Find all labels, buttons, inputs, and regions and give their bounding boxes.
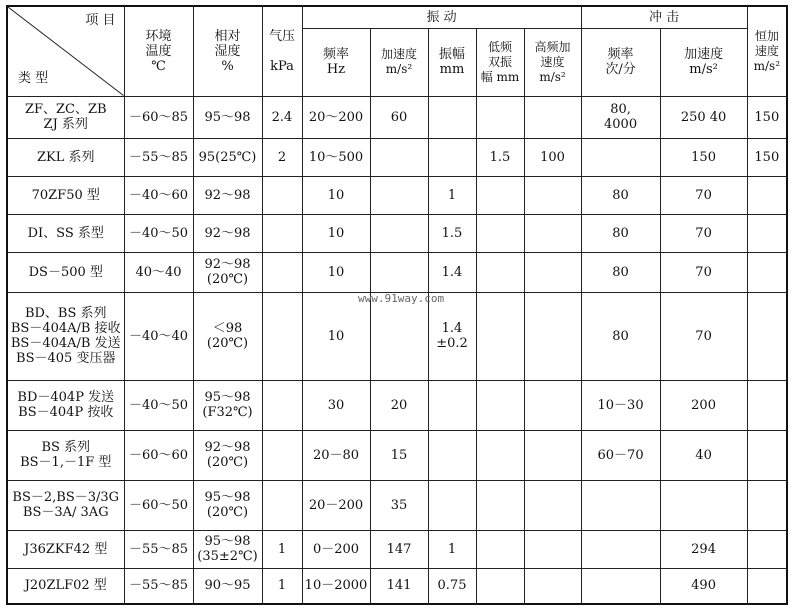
cell-low-freq: 1.5 <box>476 138 524 176</box>
cell-pressure: 1 <box>262 568 302 604</box>
cell-shock-acc: 70 <box>660 214 747 252</box>
cell-high-freq <box>524 530 581 568</box>
cell-low-freq <box>476 252 524 292</box>
table-row <box>7 214 787 252</box>
cell-const-acc <box>747 480 787 530</box>
cell-vib-freq: 20～200 <box>302 96 370 138</box>
cell-humidity: 92～98 <box>193 176 262 214</box>
cell-humidity: 95～98 (F32℃) <box>193 380 262 430</box>
cell-shock-acc: 250 40 <box>660 96 747 138</box>
cell-vib-acc: 147 <box>370 530 428 568</box>
cell-vib-acc: 60 <box>370 96 428 138</box>
cell-low-freq <box>476 292 524 380</box>
cell-shock-freq: 80 <box>581 214 660 252</box>
cell-type: DI、SS 系型 <box>7 214 124 252</box>
cell-pressure <box>262 292 302 380</box>
cell-shock-freq: 10－30 <box>581 380 660 430</box>
cell-low-freq <box>476 176 524 214</box>
cell-type: 70ZF50 型 <box>7 176 124 214</box>
cell-temp: －40～60 <box>124 176 193 214</box>
cell-const-acc: 150 <box>747 138 787 176</box>
cell-const-acc: 150 <box>747 96 787 138</box>
cell-pressure <box>262 214 302 252</box>
table-row <box>7 176 787 214</box>
cell-vib-acc: 141 <box>370 568 428 604</box>
cell-type: BS－2,BS－3/3G BS－3A/ 3AG <box>7 480 124 530</box>
cell-shock-freq <box>581 568 660 604</box>
header-vib-freq: 频率 Hz <box>302 28 370 96</box>
cell-low-freq <box>476 530 524 568</box>
cell-high-freq <box>524 380 581 430</box>
cell-vib-amp: 0.75 <box>428 568 476 604</box>
cell-high-freq: 100 <box>524 138 581 176</box>
cell-high-freq <box>524 430 581 480</box>
cell-vib-acc <box>370 214 428 252</box>
cell-vib-amp: 1.4 <box>428 252 476 292</box>
cell-low-freq <box>476 214 524 252</box>
cell-temp: －40～40 <box>124 292 193 380</box>
cell-shock-freq: 60－70 <box>581 430 660 480</box>
table-row <box>7 252 787 292</box>
watermark-text: www.91way.com <box>358 292 445 305</box>
table-row <box>7 568 787 604</box>
cell-vib-amp: 1 <box>428 530 476 568</box>
cell-shock-acc: 70 <box>660 252 747 292</box>
cell-temp: －55～85 <box>124 530 193 568</box>
cell-pressure <box>262 430 302 480</box>
cell-humidity: 95～98 <box>193 96 262 138</box>
table-row <box>7 96 787 138</box>
cell-vib-freq: 10～500 <box>302 138 370 176</box>
cell-vib-amp <box>428 430 476 480</box>
cell-pressure: 2.4 <box>262 96 302 138</box>
cell-temp: －55～85 <box>124 568 193 604</box>
cell-shock-acc: 150 <box>660 138 747 176</box>
header-vib-amp: 振幅 mm <box>428 28 476 96</box>
cell-const-acc <box>747 530 787 568</box>
cell-type: ZKL 系列 <box>7 138 124 176</box>
cell-shock-freq: 80, 4000 <box>581 96 660 138</box>
cell-shock-acc: 70 <box>660 176 747 214</box>
cell-type: BD－404P 发送 BS－404P 按收 <box>7 380 124 430</box>
cell-vib-acc <box>370 138 428 176</box>
cell-shock-acc: 294 <box>660 530 747 568</box>
cell-humidity: 92～98 (20℃) <box>193 252 262 292</box>
cell-shock-freq: 80 <box>581 292 660 380</box>
cell-pressure <box>262 176 302 214</box>
table-row <box>7 480 787 530</box>
cell-pressure: 2 <box>262 138 302 176</box>
cell-high-freq <box>524 176 581 214</box>
cell-vib-amp <box>428 138 476 176</box>
cell-temp: －60～50 <box>124 480 193 530</box>
header-type-label: 类 型 <box>18 70 49 86</box>
cell-low-freq <box>476 380 524 430</box>
cell-type: ZF、ZC、ZB ZJ 系列 <box>7 96 124 138</box>
table-row <box>7 292 787 380</box>
header-vibration: 振 动 <box>302 6 581 28</box>
cell-temp: －60～60 <box>124 430 193 480</box>
cell-vib-freq: 20－80 <box>302 430 370 480</box>
cell-const-acc <box>747 214 787 252</box>
cell-vib-acc <box>370 176 428 214</box>
header-high-freq: 高频加 速度 m/s² <box>524 28 581 96</box>
cell-shock-acc: 40 <box>660 430 747 480</box>
cell-low-freq <box>476 568 524 604</box>
cell-shock-freq: 80 <box>581 176 660 214</box>
cell-type: J36ZKF42 型 <box>7 530 124 568</box>
header-vib-acc: 加速度 m/s² <box>370 28 428 96</box>
header-item-label: 项 目 <box>85 13 116 28</box>
cell-vib-acc <box>370 292 428 380</box>
cell-humidity: 92～98 (20℃) <box>193 430 262 480</box>
cell-vib-amp <box>428 96 476 138</box>
header-shock-acc: 加速度 m/s² <box>660 28 747 96</box>
table-row <box>7 530 787 568</box>
cell-type: BS 系列 BS－1,－1F 型 <box>7 430 124 480</box>
cell-const-acc <box>747 252 787 292</box>
cell-pressure <box>262 480 302 530</box>
cell-humidity: ＜98 (20℃) <box>193 292 262 380</box>
cell-shock-acc: 200 <box>660 380 747 430</box>
cell-pressure <box>262 252 302 292</box>
cell-vib-amp <box>428 380 476 430</box>
cell-humidity: 90～95 <box>193 568 262 604</box>
cell-type: BD、BS 系列 BS－404A/B 接收 BS－404A/B 发送 BS－405 变压器 <box>7 292 124 380</box>
cell-shock-acc <box>660 480 747 530</box>
table-row <box>7 430 787 480</box>
table-row <box>7 380 787 430</box>
cell-shock-acc: 70 <box>660 292 747 380</box>
header-env-temp: 环境 温度 ℃ <box>124 6 193 96</box>
cell-low-freq <box>476 480 524 530</box>
header-low-freq: 低频 双振 幅 mm <box>476 28 524 96</box>
spec-table <box>6 5 788 605</box>
cell-vib-freq: 10 <box>302 214 370 252</box>
header-rel-humidity: 相对 湿度 % <box>193 6 262 96</box>
cell-temp: －55～85 <box>124 138 193 176</box>
header-pressure: 气压 kPa <box>262 6 302 96</box>
header-diagonal-cell <box>7 6 124 96</box>
cell-vib-freq: 10 <box>302 292 370 380</box>
cell-const-acc <box>747 430 787 480</box>
cell-temp: －40～50 <box>124 214 193 252</box>
header-row-1 <box>7 6 787 28</box>
cell-high-freq <box>524 292 581 380</box>
cell-shock-freq <box>581 530 660 568</box>
cell-high-freq <box>524 214 581 252</box>
cell-shock-freq <box>581 480 660 530</box>
cell-high-freq <box>524 96 581 138</box>
cell-vib-acc: 35 <box>370 480 428 530</box>
cell-vib-acc: 20 <box>370 380 428 430</box>
cell-humidity: 95～98 (20℃) <box>193 480 262 530</box>
cell-vib-freq: 10－2000 <box>302 568 370 604</box>
cell-const-acc <box>747 292 787 380</box>
header-shock-freq: 频率 次/分 <box>581 28 660 96</box>
cell-vib-freq: 0－200 <box>302 530 370 568</box>
cell-const-acc <box>747 380 787 430</box>
cell-vib-acc: 15 <box>370 430 428 480</box>
cell-shock-acc: 490 <box>660 568 747 604</box>
cell-humidity: 95(25℃) <box>193 138 262 176</box>
cell-temp: －40～50 <box>124 380 193 430</box>
cell-high-freq <box>524 480 581 530</box>
cell-const-acc <box>747 176 787 214</box>
cell-high-freq <box>524 252 581 292</box>
cell-vib-amp <box>428 480 476 530</box>
cell-vib-freq: 20－200 <box>302 480 370 530</box>
cell-shock-freq: 80 <box>581 252 660 292</box>
spec-table-wrapper <box>6 5 786 605</box>
cell-high-freq <box>524 568 581 604</box>
cell-vib-freq: 10 <box>302 252 370 292</box>
cell-low-freq <box>476 96 524 138</box>
cell-vib-freq: 30 <box>302 380 370 430</box>
cell-vib-amp: 1 <box>428 176 476 214</box>
cell-vib-amp: 1.5 <box>428 214 476 252</box>
cell-temp: 40～40 <box>124 252 193 292</box>
cell-vib-amp: 1.4 ±0.2 <box>428 292 476 380</box>
cell-const-acc <box>747 568 787 604</box>
cell-vib-freq: 10 <box>302 176 370 214</box>
cell-humidity: 95～98 (35±2℃) <box>193 530 262 568</box>
cell-pressure <box>262 380 302 430</box>
cell-low-freq <box>476 430 524 480</box>
cell-shock-freq <box>581 138 660 176</box>
header-shock: 冲 击 <box>581 6 747 28</box>
cell-humidity: 92～98 <box>193 214 262 252</box>
table-row <box>7 138 787 176</box>
cell-vib-acc <box>370 252 428 292</box>
header-const-acc: 恒加 速度 m/s² <box>747 6 787 96</box>
cell-pressure: 1 <box>262 530 302 568</box>
cell-type: DS－500 型 <box>7 252 124 292</box>
cell-type: J20ZLF02 型 <box>7 568 124 604</box>
cell-temp: －60～85 <box>124 96 193 138</box>
